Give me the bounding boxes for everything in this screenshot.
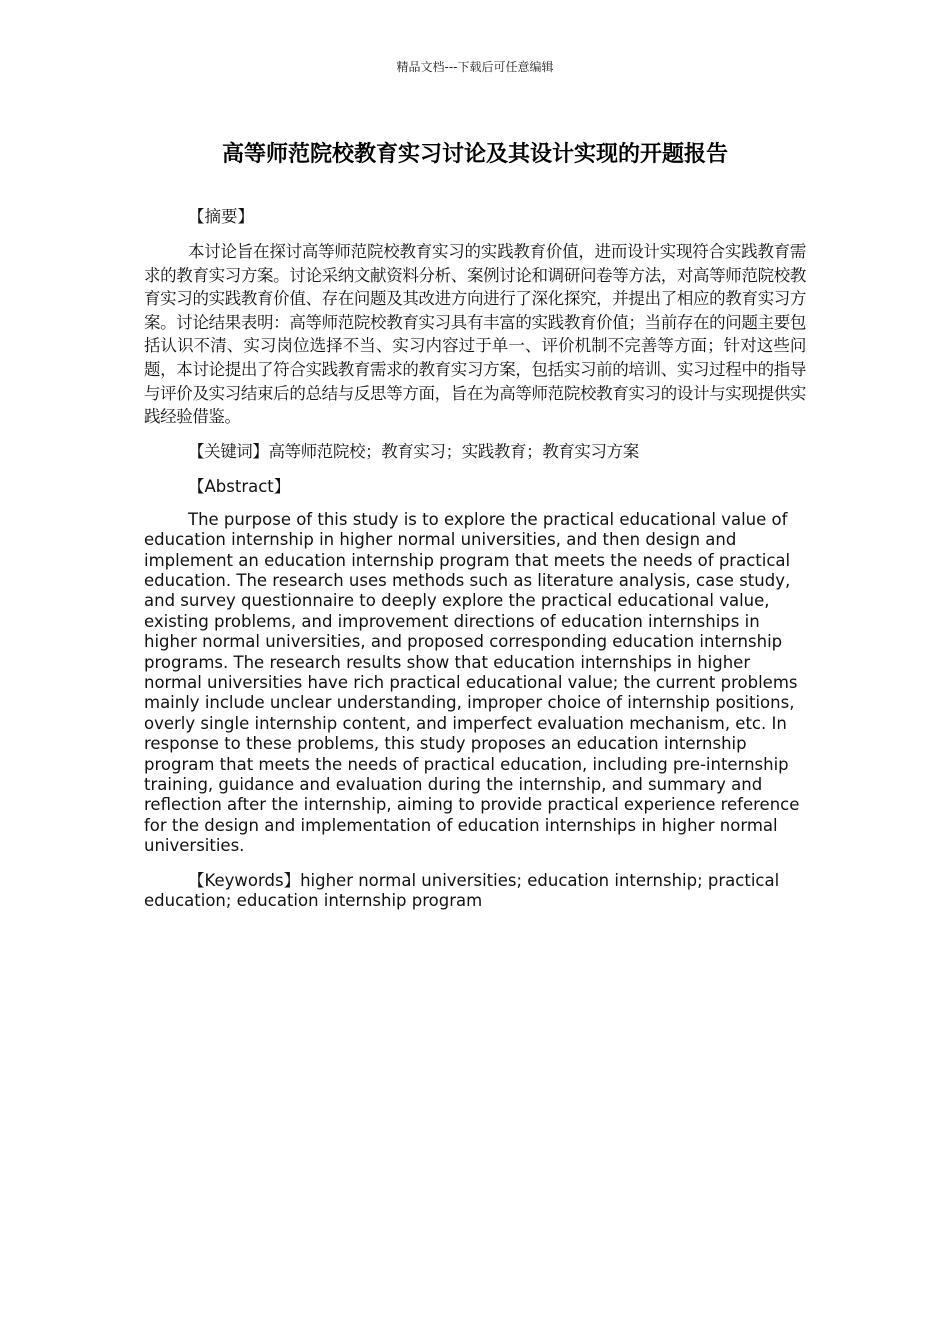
document-title: 高等师范院校教育实习讨论及其设计实现的开题报告 [221, 142, 728, 167]
abstract-cn-body: 本讨论旨在探讨高等师范院校教育实习的实践教育价值，进而设计实现符合实践教育需求的教育实习方案。讨论采纳文献资料分析、案例讨论和调研问卷等方法，对高等师范院校教育实习的实践教育价值、存在问题及其改进方向进行了深化探究，并提出了相应的教育实习方案。讨论结果表明：高等师范院校教育实习具有丰富的实践教育价值；当前存在的问题主要包括认识不清、实习岗位选择不当、实习内容过于单一、评价机制不完善等方面；针对这些问题，本讨论提出了符合实践教育需求的教育实习方案，包括实习前的培训、实习过程中的指导与评价及实习结束后的总结与反思等方面，旨在为高等师范院校教育实习的设计与实现提供实践经验借鉴。 [144, 242, 806, 427]
abstract-en-heading: 【Abstract】 [188, 476, 291, 496]
page-header-note: 精品文档---下载后可任意编辑 [396, 60, 554, 74]
keywords-cn: 【关键词】高等师范院校；教育实习；实践教育；教育实习方案 [188, 441, 639, 461]
abstract-cn-heading: 【摘要】 [188, 207, 254, 226]
document-body [144, 205, 806, 911]
keywords-en: 【Keywords】higher normal universities; education internship; practical education; education internship program [144, 870, 780, 911]
abstract-en-body: The purpose of this study is to explore the practical educational value of education internship in higher normal universities, and then design and implement an education internship program that meets the needs of practical education. The research uses methods such as literature analysis, case study, and survey questionnaire to deeply explore the practical educational value, existing problems, and improvement directions of education internships in higher normal universities, and proposed corresponding education internship programs. The research results show that education internships in higher normal universities have rich practical educational value; the current problems mainly include unclear understanding, improper choice of internship positions, overly single internship content, and imperfect evaluation mechanism, etc. In response to these problems, this study proposes an education internship program that meets the needs of practical education, including pre-internship training, guidance and evaluation during the internship, and summary and reflection after the internship, aiming to provide practical experience reference for the design and implementation of education internships in higher normal universities. [144, 509, 800, 856]
